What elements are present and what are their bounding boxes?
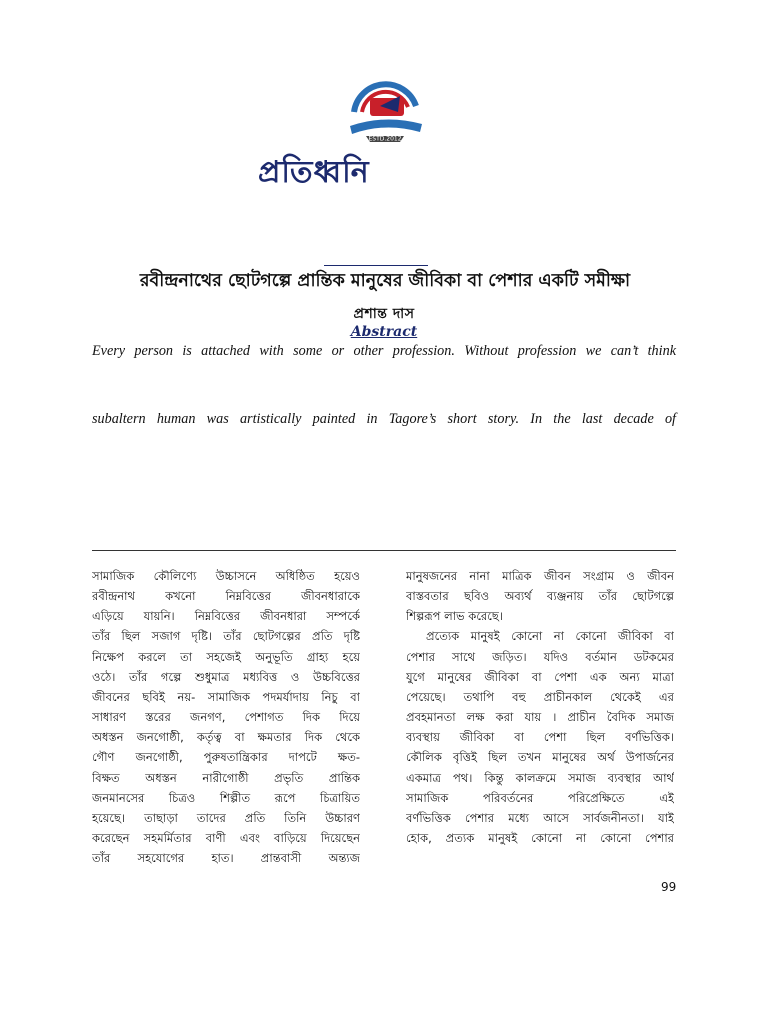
text-line: কৌলিক বৃত্তিই ছিল তখন মানুষের অর্থ উপার্জনের — [406, 750, 674, 765]
paragraph — [406, 566, 674, 626]
abstract-heading: Abstract — [350, 324, 418, 340]
text-line: অধস্তন জনগোষ্ঠী, কর্তৃত্ব বা ক্ষমতার দিক থেকে — [92, 730, 360, 745]
author-name: প্রশান্ত দাস — [353, 306, 415, 322]
journal-name: প্রতিধ্বনি — [258, 155, 370, 190]
text-line: শিল্পরূপ লাভ করেছে। — [406, 609, 503, 624]
text-line: প্রত্যেক মানুষই কোনো না কোনো জীবিকা বা — [426, 629, 674, 644]
text-line: ব্যবস্থায় জীবিকা বা পেশা ছিল বর্ণভিত্তিক। — [406, 730, 674, 745]
text-line: ওঠে। তাঁর গল্পে শুধুমাত্র মধ্যবিত্ত ও উচ্চবিত্তের — [92, 669, 360, 684]
text-line: হয়েছে। তাছাড়া তাদের প্রতি তিনি উচ্চারণ — [92, 810, 360, 825]
page-number: 99 — [661, 880, 677, 894]
text-line: পেয়েছে। তথাপি বহু প্রাচীনকাল থেকেই এর — [406, 689, 674, 704]
text-line: জীবনের ছবিই নয়- সামাজিক পদমর্যাদায় নিচু বা — [92, 689, 360, 704]
text-line: প্রবহমানতা লক্ষ করা যায় । প্রাচীন বৈদিক সমাজ — [406, 710, 674, 725]
abstract-line: Every person is attached with some or other profession. Without profession we can’t think — [92, 343, 676, 359]
text-line: এড়িয়ে যায়নি। নিম্নবিত্তের জীবনধারা সম্পর্কে — [92, 609, 360, 624]
section-divider — [92, 550, 676, 551]
text-line: তাঁর সহযোগের হাত। প্রান্তবাসী অন্ত্যজ — [92, 851, 360, 866]
text-line: নিক্ষেপ করলে তা সহজেই অনুভূতি গ্রাহ্য হয়ে — [92, 649, 360, 664]
abstract-line: subaltern human was artistically painted in Tagore’s short story. In the last decade of — [92, 411, 676, 427]
journal-logo-icon — [340, 76, 430, 146]
text-line: করেছেন সহমর্মিতার বাণী এবং বাড়িয়ে দিয়েছেন — [92, 831, 360, 846]
paragraph — [406, 626, 674, 848]
text-line: সাধারণ স্তরের জনগণ, পেশাগত দিক দিয়ে — [92, 710, 360, 725]
paragraph — [92, 566, 360, 868]
title-rule — [324, 265, 428, 266]
text-line: বিক্ষত অধস্তন নারীগোষ্ঠী প্রভৃতি প্রান্তিক — [92, 770, 360, 785]
text-line: তাঁর ছিল সজাগ দৃষ্টি। তাঁর ছোটগল্পের প্রতি দৃষ্টি — [92, 629, 360, 644]
logo-estd-text: ESTD.2012 — [368, 135, 402, 143]
text-line: রবীন্দ্রনাথ কখনো নিম্নবিত্তের জীবনধারাকে — [92, 589, 360, 604]
body-column-right — [406, 566, 674, 848]
text-line: জনমানসের চিত্রও শিল্পীত রূপে চিত্রায়িত — [92, 790, 360, 805]
text-line: সামাজিক পরিবর্তনের পরিপ্রেক্ষিতে এই — [406, 790, 674, 805]
article-title: রবীন্দ্রনাথের ছোটগল্পে প্রান্তিক মানুষের জীবিকা বা পেশার একটি সমীক্ষা — [139, 271, 631, 291]
text-line: যুগে মানুষের জীবিকা বা পেশা এক অন্য মাত্রা — [406, 669, 674, 684]
text-line: মানুষজনের নানা মাত্রিক জীবন সংগ্রাম ও জীবন — [406, 569, 674, 583]
text-line: পেশার সাথে জড়িত। যদিও বর্তমান ডটকমের — [406, 649, 674, 664]
text-line: গৌণ জনগোষ্ঠী, পুরুষতান্ত্রিকার দাপটে ক্ষত- — [92, 750, 360, 765]
text-line: বাস্তবতার ছবিও অব্যর্থ ব্যঞ্জনায় তাঁর ছোটগল্পে — [406, 589, 674, 604]
text-line: বর্ণভিত্তিক পেশার মধ্যে আসে সার্বজনীনতা। যাই — [406, 810, 674, 825]
text-line: হোক, প্রত্যক মানুষই কোনো না কোনো পেশার — [406, 831, 674, 846]
text-line: সামাজিক কৌলিণ্যে উচ্চাসনে অধিষ্ঠিত হয়েও — [92, 569, 360, 583]
body-column-left — [92, 566, 360, 868]
text-line: একমাত্র পথ। কিন্তু কালক্রমে সমাজ ব্যবস্থার আর্থ — [406, 770, 674, 785]
